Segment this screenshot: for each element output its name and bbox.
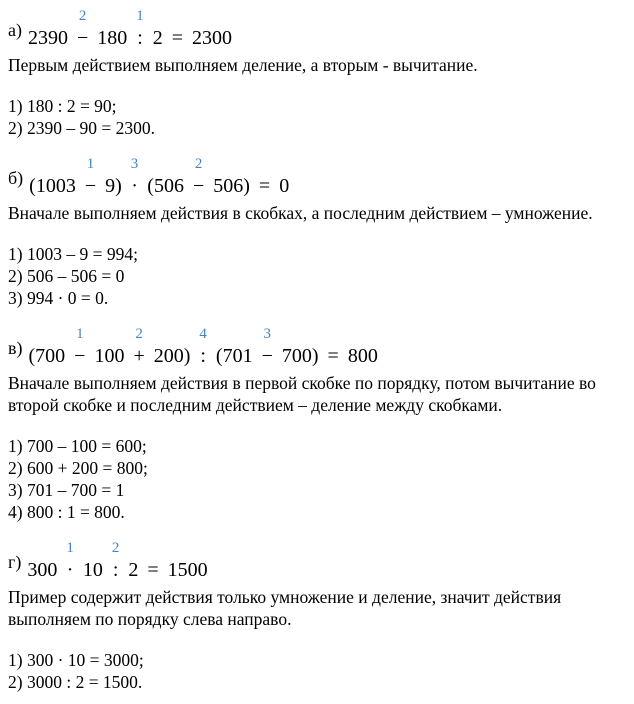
operation-order-number: 2: [135, 326, 143, 342]
step-line: 2) 3000 : 2 = 1500.: [8, 672, 143, 692]
expression-row: [8, 8, 626, 51]
token-text: 10: [82, 559, 103, 581]
step-line: 3) 994 · 0 = 0.: [8, 288, 109, 308]
token-text: 9): [105, 175, 122, 197]
expression-row: [8, 326, 626, 369]
token-text: 2390: [27, 27, 68, 49]
expression-row: [8, 540, 626, 583]
token-text: −: [84, 175, 97, 197]
step-line: 1) 180 : 2 = 90;: [8, 96, 117, 116]
operand-token: [168, 540, 208, 583]
token-text: :: [112, 559, 119, 581]
operand-token: [348, 326, 378, 369]
operation-order-number: 2: [78, 8, 87, 24]
explanation-text: Пример содержит действия только умножение и деление, значит действия выполняем по порядку слева направо.: [8, 587, 562, 629]
steps-list: [8, 649, 626, 693]
operand-token: [29, 326, 66, 369]
token-text: 506): [213, 175, 250, 197]
operation-order-number: 3: [130, 156, 139, 172]
operand-token: [147, 156, 184, 199]
token-text: +: [133, 345, 145, 367]
part-label: г): [8, 552, 22, 572]
operator-token: [136, 8, 144, 51]
operand-token: [172, 8, 183, 51]
token-text: (700: [28, 345, 66, 367]
operand-token: [279, 156, 289, 199]
step-line: 2) 2390 – 90 = 2300.: [8, 118, 155, 138]
operand-token: [28, 8, 68, 51]
token-text: 1500: [167, 559, 208, 581]
token-text: 2: [128, 559, 139, 581]
operator-token: [112, 540, 120, 583]
step-line: 2) 506 – 506 = 0: [8, 266, 125, 286]
token-text: 100: [94, 345, 125, 367]
solution-part-g: [8, 540, 626, 693]
operation-order-number: 1: [66, 540, 74, 556]
operand-token: [216, 326, 253, 369]
operator-token: [131, 156, 139, 199]
token-text: =: [171, 27, 184, 49]
token-text: 200): [153, 345, 191, 367]
operand-token: [153, 8, 163, 51]
token-text: ·: [131, 175, 138, 197]
operation-order-number: 2: [111, 540, 120, 556]
operation-order-number: 3: [263, 326, 271, 342]
operator-token: [74, 326, 85, 369]
step-line: 1) 1003 – 9 = 994;: [8, 244, 138, 264]
operand-token: [128, 540, 138, 583]
operator-token: [77, 8, 88, 51]
step-line: 3) 701 – 700 = 1: [8, 480, 125, 500]
operand-token: [213, 156, 250, 199]
operand-token: [27, 540, 57, 583]
token-text: 700): [281, 345, 319, 367]
token-text: −: [192, 175, 205, 197]
operand-token: [29, 156, 76, 199]
steps-list: [8, 95, 626, 139]
token-text: 180: [97, 27, 128, 49]
explanation-text: Вначале выполняем действия в первой скобке по порядку, потом вычитание во второй скобке и последним действием – деление между скобками.: [8, 373, 596, 415]
token-text: :: [200, 345, 206, 367]
part-label: а): [8, 20, 22, 40]
operand-token: [83, 540, 103, 583]
step-line: 2) 600 + 200 = 800;: [8, 458, 148, 478]
token-text: =: [327, 345, 339, 367]
operation-order-number: 1: [76, 326, 84, 342]
expression-row: [8, 156, 626, 199]
operand-token: [328, 326, 339, 369]
explanation-text: Первым действием выполняем деление, а вторым - вычитание.: [8, 55, 478, 75]
operand-token: [192, 8, 232, 51]
token-text: −: [74, 345, 86, 367]
operation-order-number: 4: [199, 326, 207, 342]
token-text: (1003: [29, 175, 76, 197]
operator-token: [85, 156, 96, 199]
token-text: 2300: [192, 27, 233, 49]
token-text: (506: [147, 175, 184, 197]
solution-part-b: [8, 156, 626, 309]
token-text: :: [137, 27, 143, 49]
operand-token: [259, 156, 270, 199]
token-text: 300: [27, 559, 58, 581]
explanation-text: Вначале выполняем действия в скобках, а последним действием – умножение.: [8, 203, 593, 223]
token-text: 2: [152, 27, 163, 49]
operation-order-number: 1: [86, 156, 95, 172]
operation-order-number: 1: [136, 8, 144, 24]
steps-list: [8, 435, 626, 523]
token-text: 800: [347, 345, 378, 367]
operator-token: [193, 156, 204, 199]
part-label: в): [8, 338, 23, 358]
operator-token: [66, 540, 74, 583]
token-text: −: [76, 27, 89, 49]
solution-part-a: [8, 8, 626, 139]
operand-token: [282, 326, 319, 369]
operator-token: [199, 326, 207, 369]
operand-token: [105, 156, 122, 199]
operand-token: [154, 326, 191, 369]
token-text: −: [261, 345, 273, 367]
token-text: (701: [215, 345, 253, 367]
part-label: б): [8, 168, 24, 188]
operand-token: [94, 326, 124, 369]
token-text: =: [258, 175, 271, 197]
token-text: ·: [66, 559, 74, 581]
operation-order-number: 2: [194, 156, 203, 172]
step-line: 1) 300 · 10 = 3000;: [8, 650, 144, 670]
operator-token: [133, 326, 144, 369]
token-text: =: [147, 559, 159, 581]
steps-list: [8, 243, 626, 309]
token-text: 0: [279, 175, 290, 197]
step-line: 1) 700 – 100 = 600;: [8, 436, 147, 456]
step-line: 4) 800 : 1 = 800.: [8, 502, 125, 522]
solution-part-v: [8, 326, 626, 523]
operand-token: [147, 540, 158, 583]
operator-token: [262, 326, 273, 369]
operand-token: [97, 8, 127, 51]
